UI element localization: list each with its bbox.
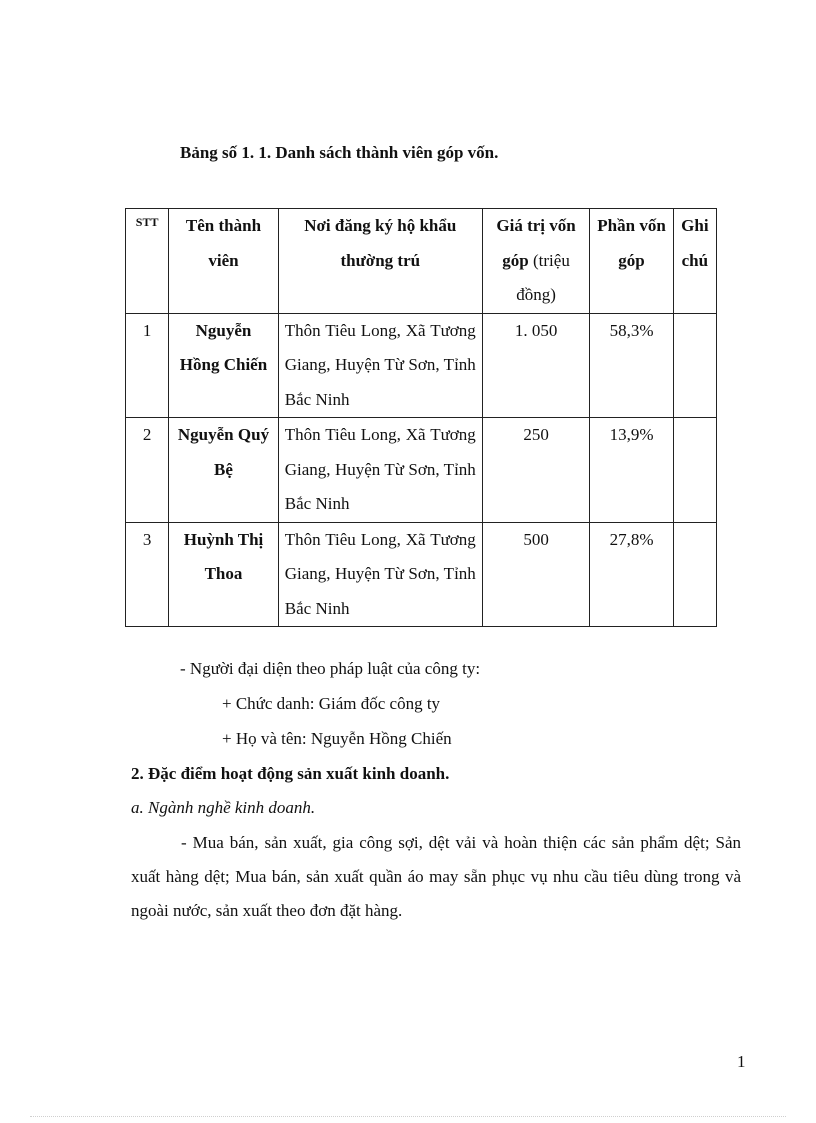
header-share: Phần vốn góp <box>590 209 673 314</box>
cell-name: Huỳnh Thị Thoa <box>169 522 279 627</box>
cell-address: Thôn Tiêu Long, Xã Tương Giang, Huyện Từ Sơn, Tỉnh Bắc Ninh <box>278 313 482 418</box>
table-row <box>126 313 717 418</box>
header-stt: STT <box>126 209 169 314</box>
table-row <box>126 522 717 627</box>
member-table <box>125 208 717 627</box>
cell-share: 13,9% <box>590 418 673 523</box>
cell-stt: 3 <box>126 522 169 627</box>
full-name-line: + Họ và tên: Nguyễn Hồng Chiến <box>222 729 452 748</box>
cell-name: Nguyễn Quý Bệ <box>169 418 279 523</box>
position-line: + Chức danh: Giám đốc công ty <box>222 694 441 713</box>
page-number: 1 <box>737 1052 746 1071</box>
header-value-unit: (triệu đồng) <box>516 250 570 304</box>
table-caption: Bảng số 1. 1. Danh sách thành viên góp vốn. <box>180 143 499 162</box>
business-lines-paragraph: - Mua bán, sản xuất, gia công sợi, dệt vải và hoàn thiện các sản phẩm dệt; Sản xuất hàng dệt; Mua bán, sản xuất quần áo may sẵn phục vụ nhu cầu tiêu dùng trong và ngoài nước, sản xuất theo đơn đặt hàng. <box>131 833 741 920</box>
section-heading: 2. Đặc điểm hoạt động sản xuất kinh doanh. <box>131 764 450 783</box>
table-row <box>126 418 717 523</box>
cell-share: 27,8% <box>590 522 673 627</box>
cell-note <box>673 418 716 523</box>
header-value <box>482 209 590 314</box>
legal-representative-line: - Người đại diện theo pháp luật của công ty: <box>180 659 481 678</box>
cell-note <box>673 522 716 627</box>
header-name: Tên thành viên <box>169 209 279 314</box>
cell-value: 500 <box>482 522 590 627</box>
subsection-heading: a. Ngành nghề kinh doanh. <box>131 798 316 817</box>
cell-stt: 2 <box>126 418 169 523</box>
cell-share: 58,3% <box>590 313 673 418</box>
cell-address: Thôn Tiêu Long, Xã Tương Giang, Huyện Từ Sơn, Tỉnh Bắc Ninh <box>278 522 482 627</box>
cell-note <box>673 313 716 418</box>
cell-stt: 1 <box>126 313 169 418</box>
cell-value: 250 <box>482 418 590 523</box>
header-note: Ghi chú <box>673 209 716 314</box>
header-address: Nơi đăng ký hộ khẩu thường trú <box>278 209 482 314</box>
cell-address: Thôn Tiêu Long, Xã Tương Giang, Huyện Từ Sơn, Tỉnh Bắc Ninh <box>278 418 482 523</box>
table-header-row <box>126 209 717 314</box>
cell-value: 1. 050 <box>482 313 590 418</box>
cell-name: Nguyễn Hồng Chiến <box>169 313 279 418</box>
page-bottom-rule <box>30 1116 786 1117</box>
header-value-label: Giá trị vốn góp <box>496 216 576 270</box>
